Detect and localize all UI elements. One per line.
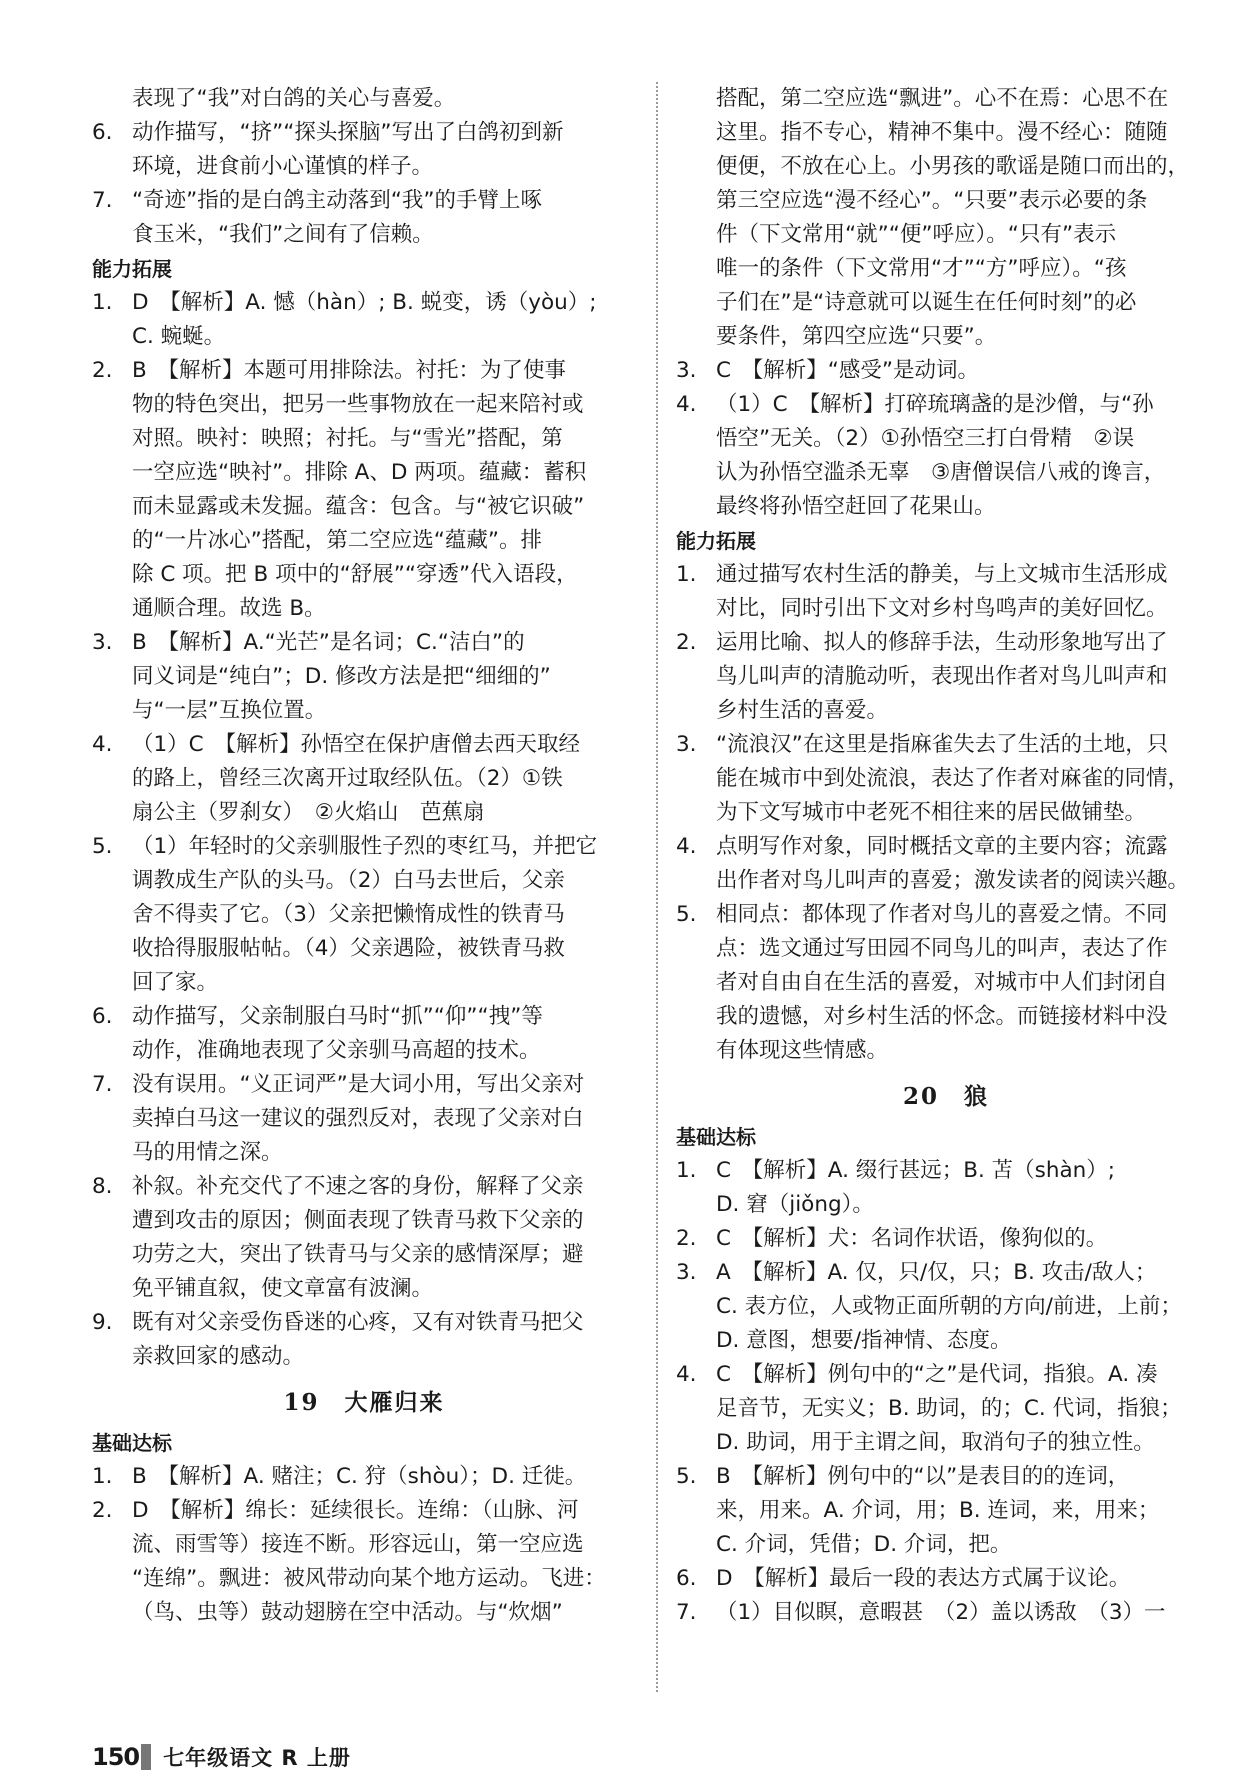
section-heading-jichu: 基础达标 bbox=[92, 1431, 172, 1455]
answer-number: 4. bbox=[676, 834, 697, 859]
answer-number: 2. bbox=[92, 1498, 113, 1523]
answer-text: “流浪汉”在这里是指麻雀失去了生活的土地，只 能在城市中到处流浪，表达了作者对麻雀的同情， 为下文写城市中老死不相往来的居民做铺垫。 bbox=[716, 732, 1190, 825]
answer-item bbox=[676, 1154, 1216, 1222]
answer-number: 3. bbox=[676, 1260, 697, 1285]
answer-item bbox=[676, 1562, 1216, 1596]
answer-number: 7. bbox=[92, 1072, 113, 1097]
answer-text: （1）年轻时的父亲驯服性子烈的枣红马，并把它 调教成生产队的头马。（2）白马去世后，父亲 舍不得卖了它。（3）父亲把懒惰成性的铁青马 收拾得服服帖帖。（4）父亲遇险，被铁青马救 回了家。 bbox=[132, 834, 598, 995]
answer-item bbox=[676, 1358, 1216, 1460]
answer-number: 6. bbox=[676, 1566, 697, 1591]
right-column bbox=[676, 82, 1216, 1630]
answer-number: 7. bbox=[92, 188, 113, 213]
answer-text: 通过描写农村生活的静美，与上文城市生活形成 对比，同时引出下文对乡村鸟鸣声的美好回忆。 bbox=[716, 562, 1168, 621]
answer-item bbox=[676, 830, 1216, 898]
answer-list bbox=[92, 116, 636, 252]
answer-number: 3. bbox=[92, 630, 113, 655]
answer-number: 9. bbox=[92, 1310, 113, 1335]
answer-list bbox=[676, 1154, 1216, 1630]
answer-text: （1）C 【解析】孙悟空在保护唐僧去西天取经 的路上，曾经三次离开过取经队伍。（2）①铁 扇公主（罗刹女） ②火焰山 芭蕉扇 bbox=[132, 732, 580, 825]
column-divider bbox=[656, 82, 658, 1692]
answer-item bbox=[92, 1068, 636, 1170]
answer-number: 8. bbox=[92, 1174, 113, 1199]
page-number: 150 bbox=[92, 1743, 140, 1771]
answer-item bbox=[676, 728, 1216, 830]
answer-item bbox=[676, 898, 1216, 1068]
answer-number: 6. bbox=[92, 1004, 113, 1029]
answer-item bbox=[676, 354, 1216, 388]
answer-item bbox=[676, 1596, 1216, 1630]
lesson-title: 20 狼 bbox=[902, 1083, 989, 1110]
answer-item bbox=[92, 1170, 636, 1306]
answer-item bbox=[676, 1460, 1216, 1562]
answer-number: 4. bbox=[676, 1362, 697, 1387]
answer-number: 1. bbox=[676, 562, 697, 587]
page-footer bbox=[92, 1742, 351, 1772]
section-heading-nengli: 能力拓展 bbox=[92, 257, 172, 281]
answer-number: 5. bbox=[676, 902, 697, 927]
answer-number: 7. bbox=[676, 1600, 697, 1625]
answer-item bbox=[92, 830, 636, 1000]
answer-item bbox=[676, 1222, 1216, 1256]
lesson-title: 19 大雁归来 bbox=[283, 1389, 445, 1416]
answer-number: 6. bbox=[92, 120, 113, 145]
answer-item bbox=[676, 388, 1216, 524]
answer-text: D 【解析】绵长：延续很长。连绵：（山脉、河 流、雨雪等）接连不断。形容远山，第一空应选 “连绵”。飘进：被风带动向某个地方运动。飞进： （鸟、虫等）鼓动翅膀在空中活动。与“炊烟” bbox=[132, 1498, 606, 1625]
answer-item bbox=[676, 1256, 1216, 1358]
answer-text: “奇迹”指的是白鸽主动落到“我”的手臂上啄 食玉米，“我们”之间有了信赖。 bbox=[132, 188, 543, 247]
answer-number: 4. bbox=[676, 392, 697, 417]
footer-bar bbox=[141, 1744, 151, 1770]
answer-number: 1. bbox=[92, 290, 113, 315]
answer-item bbox=[92, 1306, 636, 1374]
answer-text: C 【解析】例句中的“之”是代词，指狼。A. 凑 足音节，无实义；B. 助词，的；C. 代词，指狼； D. 助词，用于主谓之间，取消句子的独立性。 bbox=[716, 1362, 1182, 1455]
answer-text: 动作描写，父亲制服白马时“抓”“仰”“拽”等 动作，准确地表现了父亲驯马高超的技术。 bbox=[132, 1004, 543, 1063]
answer-text: D 【解析】A. 憾（hàn）; B. 蜕变，诱（yòu）; C. 蜿蜒。 bbox=[132, 290, 597, 349]
answer-item bbox=[92, 184, 636, 252]
section-heading-jichu: 基础达标 bbox=[676, 1125, 756, 1149]
answer-text: 动作描写，“挤”“探头探脑”写出了白鸽初到新 环境，进食前小心谨慎的样子。 bbox=[132, 120, 564, 179]
answer-number: 1. bbox=[676, 1158, 697, 1183]
book-title: 七年级语文 R 上册 bbox=[163, 1746, 351, 1770]
answer-text: 点明写作对象，同时概括文章的主要内容；流露 出作者对鸟儿叫声的喜爱；激发读者的阅读兴趣。 bbox=[716, 834, 1190, 893]
answer-text: B 【解析】例句中的“以”是表目的的连词， 来，用来。A. 介词，用；B. 连词，来，用来； C. 介词，凭借；D. 介词，把。 bbox=[716, 1464, 1160, 1557]
continued-answer-text: 搭配，第二空应选“飘进”。心不在焉：心思不在 这里。指不专心，精神不集中。漫不经心：随随 便便，不放在心上。小男孩的歌谣是随口而出的， 第三空应选“漫不经心”。“只要”表示必要的条 件（下文常用“就”“便”呼应）。“只有”表示 唯一的条件（下文常用“才”“方”呼应）。“孩 子们在”是“诗意就可以诞生在任何时刻”的必 要条件，第四空应选“只要”。 bbox=[716, 86, 1190, 349]
left-column bbox=[92, 82, 636, 1630]
answer-text: A 【解析】A. 仅，只/仅，只；B. 攻击/敌人； C. 表方位，人或物正面所朝的方向/前进，上前； D. 意图，想要/指神情、态度。 bbox=[716, 1260, 1182, 1353]
answer-text: D 【解析】最后一段的表达方式属于议论。 bbox=[716, 1566, 1131, 1591]
answer-number: 5. bbox=[676, 1464, 697, 1489]
answer-item bbox=[92, 1460, 636, 1494]
answer-text: B 【解析】本题可用排除法。衬托：为了使事 物的特色突出，把另一些事物放在一起来陪衬或 对照。映衬：映照；衬托。与“雪光”搭配，第 一空应选“映衬”。排除 A、D 两项。蕴藏：蓄积 而未显露或未发掘。蕴含：包含。与“被它识破” 的“一片冰心”搭配，第二空应选“蕴藏”。排 除 C 项。把 B 项中的“舒展”“穿透”代入语段， 通顺合理。故选 B。 bbox=[132, 358, 587, 621]
answer-text: （1）目似瞑，意暇甚 （2）盖以诱敌 （3）一 bbox=[716, 1600, 1166, 1625]
answer-item bbox=[92, 116, 636, 184]
answer-number: 5. bbox=[92, 834, 113, 859]
answer-text: B 【解析】A. 赌注；C. 狩（shòu）；D. 迁徙。 bbox=[132, 1464, 587, 1489]
answer-item bbox=[92, 1000, 636, 1068]
answer-number: 3. bbox=[676, 358, 697, 383]
answer-text: C 【解析】A. 缀行甚远；B. 苫（shàn）; D. 窘（jiǒng）。 bbox=[716, 1158, 1116, 1217]
answer-text: C 【解析】“感受”是动词。 bbox=[716, 358, 980, 383]
continued-answer-text: 表现了“我”对白鸽的关心与喜爱。 bbox=[132, 86, 456, 111]
answer-item bbox=[92, 1494, 636, 1630]
answer-text: 没有误用。“义正词严”是大词小用，写出父亲对 卖掉白马这一建议的强烈反对，表现了父亲对白 马的用情之深。 bbox=[132, 1072, 585, 1165]
answer-item bbox=[92, 728, 636, 830]
answer-item bbox=[676, 626, 1216, 728]
answer-list bbox=[676, 354, 1216, 524]
answer-text: 补叙。补充交代了不速之客的身份，解释了父亲 遭到攻击的原因；侧面表现了铁青马救下父亲的 功劳之大，突出了铁青马与父亲的感情深厚；避 免平铺直叙，使文章富有波澜。 bbox=[132, 1174, 584, 1301]
answer-number: 1. bbox=[92, 1464, 113, 1489]
answer-list bbox=[92, 286, 636, 1374]
answer-item bbox=[92, 626, 636, 728]
answer-text: 既有对父亲受伤昏迷的心疼，又有对铁青马把父 亲救回家的感动。 bbox=[132, 1310, 584, 1369]
answer-item bbox=[92, 286, 636, 354]
answer-text: C 【解析】犬：名词作状语，像狗似的。 bbox=[716, 1226, 1108, 1251]
answer-number: 3. bbox=[676, 732, 697, 757]
answer-text: （1）C 【解析】打碎琉璃盏的是沙僧，与“孙 悟空”无关。（2）①孙悟空三打白骨精 ②误 认为孙悟空滥杀无辜 ③唐僧误信八戒的谗言， 最终将孙悟空赶回了花果山。 bbox=[716, 392, 1166, 519]
answer-number: 2. bbox=[676, 1226, 697, 1251]
answer-text: 运用比喻、拟人的修辞手法，生动形象地写出了 鸟儿叫声的清脆动听，表现出作者对鸟儿叫声和 乡村生活的喜爱。 bbox=[716, 630, 1168, 723]
answer-number: 2. bbox=[676, 630, 697, 655]
answer-text: B 【解析】A.“光芒”是名词；C.“洁白”的 同义词是“纯白”；D. 修改方法是把“细细的” 与“一层”互换位置。 bbox=[132, 630, 551, 723]
section-heading-nengli: 能力拓展 bbox=[676, 529, 756, 553]
answer-list bbox=[676, 558, 1216, 1068]
answer-item bbox=[92, 354, 636, 626]
answer-number: 2. bbox=[92, 358, 113, 383]
answer-list bbox=[92, 1460, 636, 1630]
answer-item bbox=[676, 558, 1216, 626]
answer-number: 4. bbox=[92, 732, 113, 757]
answer-text: 相同点：都体现了作者对鸟儿的喜爱之情。不同 点：选文通过写田园不同鸟儿的叫声，表达了作 者对自由自在生活的喜爱，对城市中人们封闭自 我的遗憾，对乡村生活的怀念。而链接材料中没 有体现这些情感。 bbox=[716, 902, 1168, 1063]
